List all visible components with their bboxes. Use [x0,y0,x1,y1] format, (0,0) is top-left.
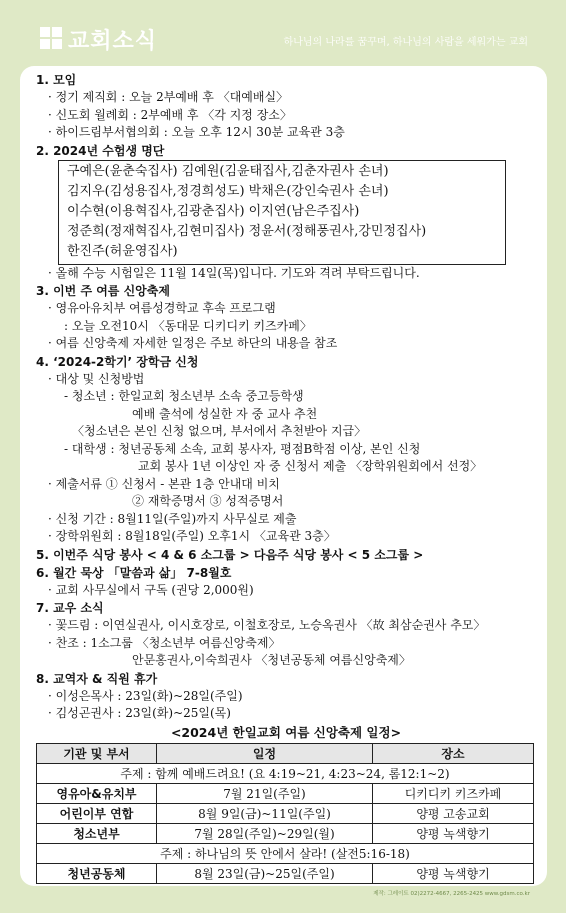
list-item: · 올해 수능 시험일은 11월 14일(목)입니다. 기도와 격려 부탁드립니다. [48,265,420,280]
list-item: 교회 봉사 1년 이상인 자 중 신청서 제출 〈장학위원회에서 선정〉 [138,459,483,473]
list-item: 〈청소년은 본인 신청 없으며, 부서에서 추천받아 지급〉 [72,424,367,438]
list-item: · 제출서류 ① 신청서 - 본관 1층 안내대 비치 [48,476,280,491]
table-row [37,863,534,883]
notice-paper [20,66,547,886]
place-cell: 양평 녹색향기 [373,863,534,883]
list-item: - 대학생 : 청년공동체 소속, 교회 봉사자, 평점B학점 이상, 본인 신청 [64,441,421,456]
table-row [37,823,534,843]
list-item: - 청소년 : 한일교회 청소년부 소속 중고등학생 [64,389,304,403]
table-row [37,803,534,823]
table-row [37,763,534,783]
list-item: · 이성은목사 : 23일(화)~28일(주일) [48,688,243,703]
date-cell: 8월 9일(금)~11일(주일) [157,803,373,823]
list-item: 김지우(김성용집사,정경희성도) 박채은(강인숙권사 손녀) [67,183,389,199]
section-title: 4. ‘2024-2학기’ 장학금 신청 [36,354,199,369]
section-title: 7. 교우 소식 [36,601,104,615]
column-header: 일정 [157,743,373,763]
date-cell: 7월 21일(주일) [157,783,373,803]
section-title: 5. 이번주 식당 봉사 < 4 & 6 소그룹 > 다음주 식당 봉사 < 5 소그룹 > [36,547,424,562]
section-title: 1. 모임 [36,73,77,87]
list-item: · 대상 및 신청방법 [48,371,145,386]
logo-squares-icon [40,27,62,49]
theme-cell: 주제 : 함께 예배드려요! (요 4:19~21, 4:23~24, 롬12:1~2) [37,763,534,783]
section-title: 2. 2024년 수험생 명단 [36,143,165,158]
list-item: 이수현(이용혁집사,김광춘집사) 이지연(남은주집사) [67,203,360,219]
list-item: · 정기 제직회 : 오늘 2부예배 후 〈대예배실〉 [48,90,289,104]
theme-cell: 주제 : 하나님의 뜻 안에서 살라! (살전5:16-18) [37,843,534,863]
place-cell: 디키디키 키즈카페 [373,783,534,803]
section-title: 3. 이번 주 여름 신앙축제 [36,284,170,298]
exam-candidates-box [58,160,506,265]
section-title: 8. 교역자 & 직원 휴가 [36,671,158,686]
list-item: · 신청 기간 : 8월11일(주일)까지 사무실로 제출 [48,511,297,526]
column-header: 장소 [373,743,534,763]
list-item: 한진주(허윤영집사) [67,243,178,259]
list-item: · 여름 신앙축제 자세한 일정은 주보 하단의 내용을 참조 [48,336,338,350]
table-row [37,783,534,803]
list-item: · 장학위원회 : 8월18일(주일) 오후1시 〈교육관 3층〉 [48,529,336,543]
page-title: 교회소식 [68,29,158,54]
org-cell: 청년공동체 [37,863,157,883]
column-header: 기관 및 부서 [37,743,157,763]
list-item: ② 재학증명서 ③ 성적증명서 [132,494,284,508]
list-item: · 꽃드림 : 이연실권사, 이시호장로, 이철호장로, 노승옥권사 〈故 최삼순권사 추모〉 [48,618,486,632]
org-cell: 어린이부 연합 [37,803,157,823]
list-item: · 하이드림부서협의회 : 오늘 오후 12시 30분 교육관 3층 [48,125,345,139]
list-item: : 오늘 오전10시 〈동대문 디키디키 키즈카페〉 [64,318,312,333]
list-item: · 교회 사무실에서 구독 (권당 2,000원) [48,582,254,597]
org-cell: 청소년부 [37,823,157,843]
list-item: · 찬조 : 1소그룹 〈청소년부 여름신앙축제〉 [48,635,281,650]
list-item: · 영유아유치부 여름성경학교 후속 프로그램 [48,301,276,315]
table-header-row [37,743,534,763]
place-cell: 양평 녹색향기 [373,823,534,843]
list-item: 구예은(윤춘숙집사) 김예원(김윤태집사,김춘자권사 손녀) [67,163,389,179]
notice-content [36,71,536,884]
list-item: 안문홍권사,이숙희권사 〈청년공동체 여름신앙축제〉 [132,653,411,667]
org-cell: 영유아&유치부 [37,783,157,803]
tagline: 하나님의 나라를 꿈꾸며, 하나님의 사람을 세워가는 교회 [283,37,528,48]
footer-credit: 제작: 그레이트 02)2272-4667, 2265-2425 www.gdsm.co.kr [373,891,530,897]
list-item: · 신도회 월례회 : 2부예배 후 〈각 지정 장소〉 [48,107,292,122]
schedule-title: <2024년 한일교회 여름 신앙축제 일정> [170,724,402,740]
list-item: 정준희(정재혁집사,김현미집사) 정윤서(정해풍권사,강민정집사) [67,223,427,239]
schedule-table [36,743,534,884]
place-cell: 양평 고송교회 [373,803,534,823]
section-title: 6. 월간 묵상 「말씀과 삶」 7-8월호 [36,565,232,580]
date-cell: 8월 23일(금)~25일(주일) [157,863,373,883]
header [0,0,566,66]
table-row [37,843,534,863]
date-cell: 7월 28일(주일)~29일(월) [157,823,373,843]
list-item: 예배 출석에 성실한 자 중 교사 추천 [132,406,318,421]
list-item: · 김성곤권사 : 23일(화)~25일(목) [48,706,231,720]
